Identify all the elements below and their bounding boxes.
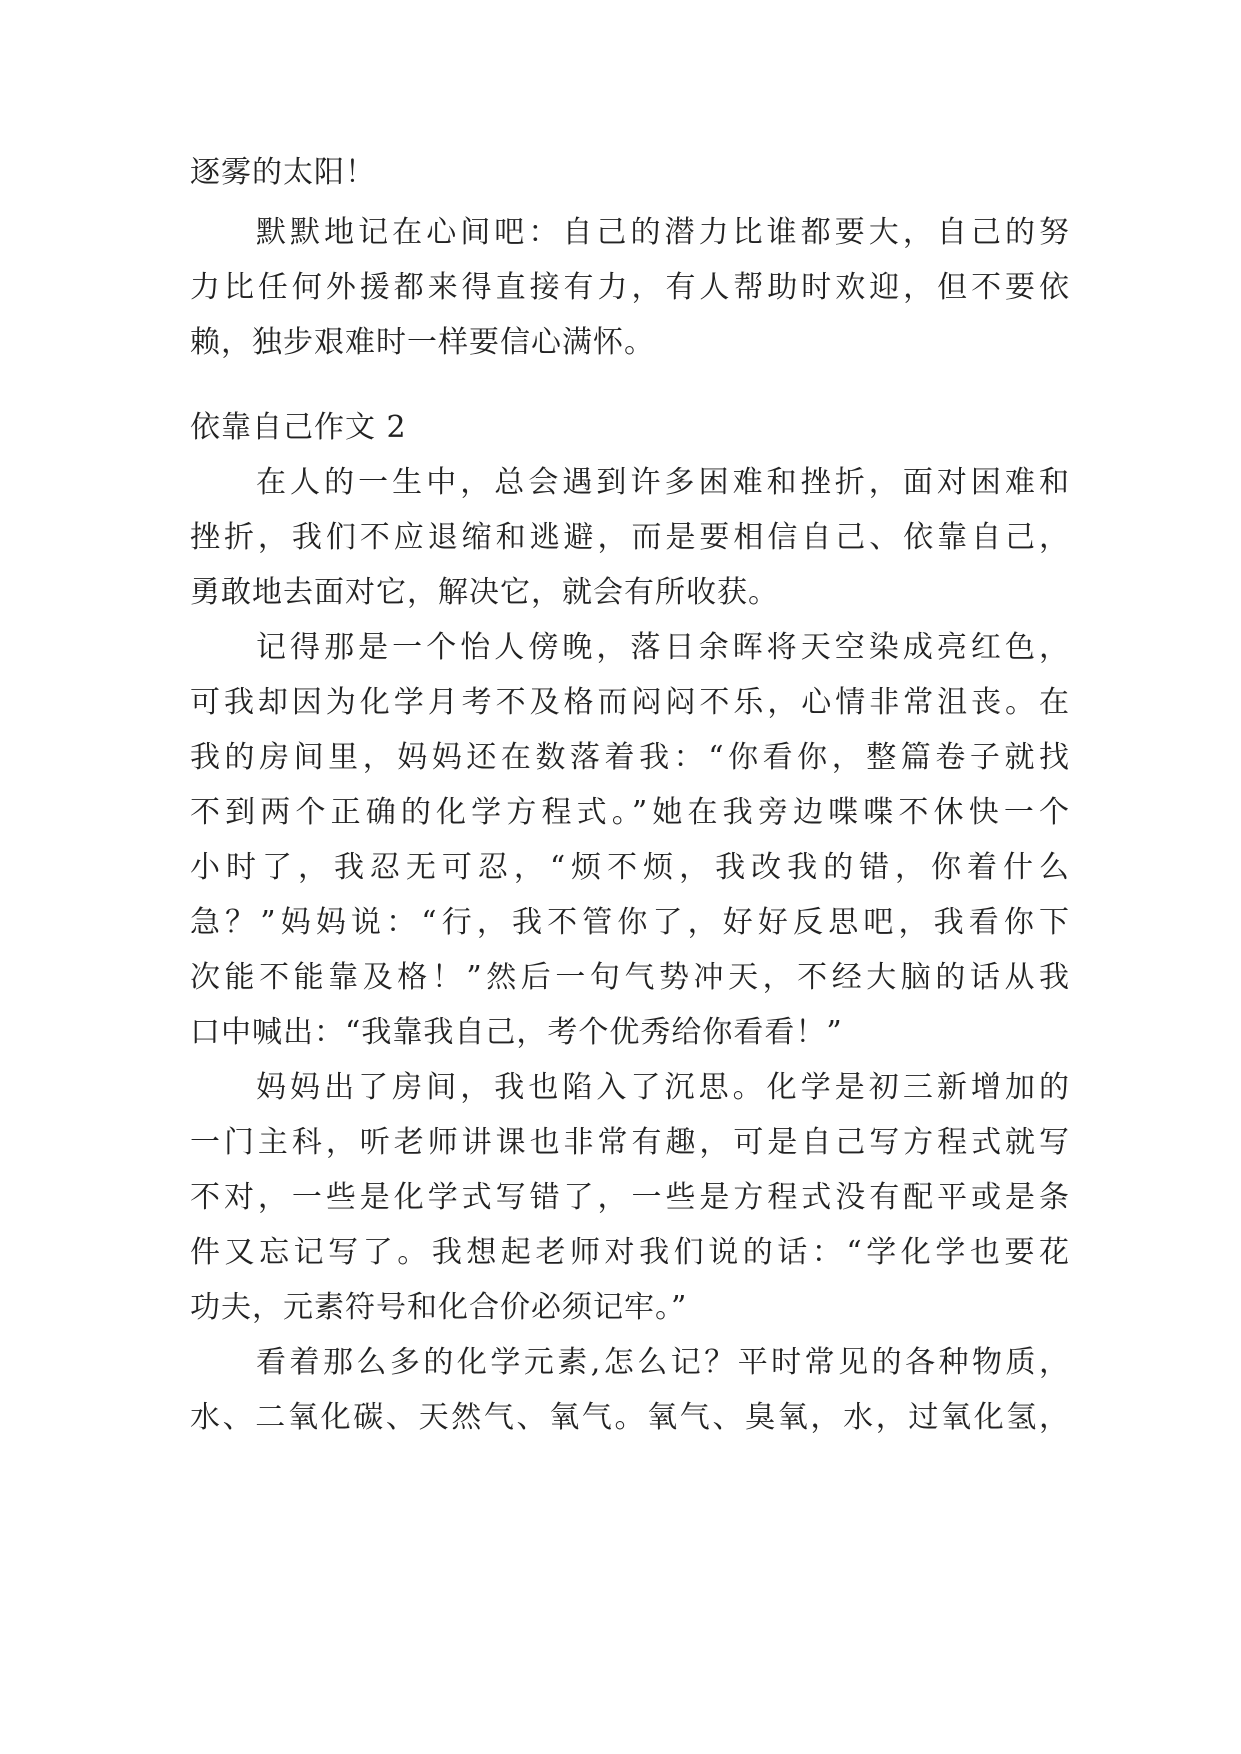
text-line: 口中喊出：“我靠我自己，考个优秀给你看看！” xyxy=(190,1015,843,1050)
paragraph-first-line: 默默地记在心间吧：自己的潜力比谁都要大，自己的努 xyxy=(256,215,1070,250)
text-line: 我的房间里，妈妈还在数落着我：“你看你，整篇卷子就找 xyxy=(190,740,1070,775)
text-line: 力比任何外援都来得直接有力，有人帮助时欢迎，但不要依 xyxy=(190,270,1070,305)
text-line: 勇敢地去面对它，解决它，就会有所收获。 xyxy=(190,575,779,610)
text-line: 次能不能靠及格！”然后一句气势冲天，不经大脑的话从我 xyxy=(190,960,1070,995)
text-line: 件又忘记写了。我想起老师对我们说的话：“学化学也要花 xyxy=(190,1235,1070,1270)
text-line: 挫折，我们不应退缩和逃避，而是要相信自己、依靠自己， xyxy=(190,520,1070,555)
text-line: 一门主科，听老师讲课也非常有趣，可是自己写方程式就写 xyxy=(190,1125,1070,1160)
paragraph-first-line: 妈妈出了房间，我也陷入了沉思。化学是初三新增加的 xyxy=(256,1070,1070,1105)
text-line: 不到两个正确的化学方程式。”她在我旁边喋喋不休快一个 xyxy=(190,795,1070,830)
text-line: 可我却因为化学月考不及格而闷闷不乐，心情非常沮丧。在 xyxy=(190,685,1070,720)
text-line: 小时了，我忍无可忍，“烦不烦，我改我的错，你着什么 xyxy=(190,850,1070,885)
text-line: 逐雾的太阳！ xyxy=(190,155,376,190)
paragraph-first-line: 在人的一生中，总会遇到许多困难和挫折，面对困难和 xyxy=(256,465,1070,500)
text-line: 功夫，元素符号和化合价必须记牢。” xyxy=(190,1290,688,1325)
paragraph-first-line: 看着那么多的化学元素,怎么记？平时常见的各种物质， xyxy=(256,1345,1070,1380)
text-line: 赖，独步艰难时一样要信心满怀。 xyxy=(190,325,655,360)
text-line: 水、二氧化碳、天然气、氧气。氧气、臭氧，水，过氧化氢， xyxy=(190,1400,1070,1435)
paragraph-first-line: 记得那是一个怡人傍晚，落日余晖将天空染成亮红色， xyxy=(256,630,1070,665)
text-line: 急？”妈妈说：“行，我不管你了，好好反思吧，我看你下 xyxy=(190,905,1070,940)
section-heading: 依靠自己作文 2 xyxy=(190,410,407,445)
text-line: 不对，一些是化学式写错了，一些是方程式没有配平或是条 xyxy=(190,1180,1070,1215)
